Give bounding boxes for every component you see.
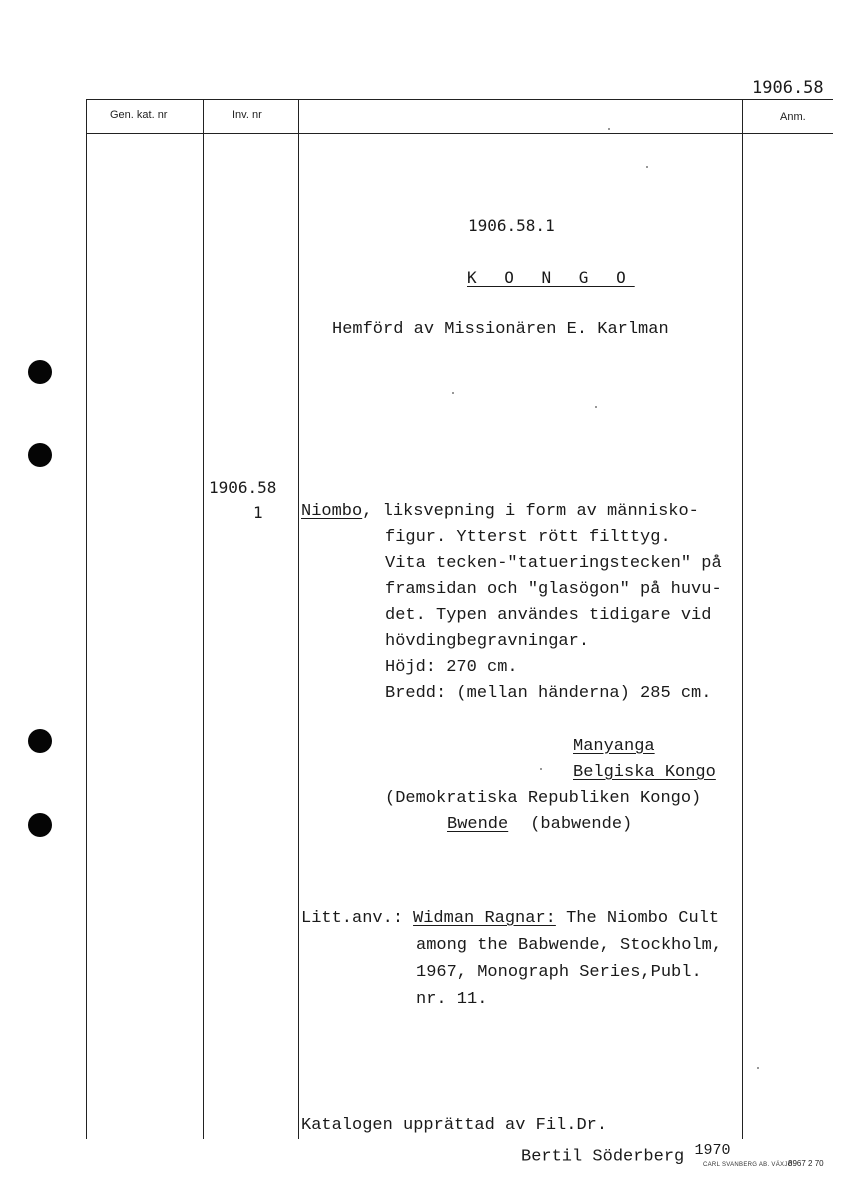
modern-country: (Demokratiska Republiken Kongo) bbox=[385, 789, 702, 808]
literature-line: 1967, Monograph Series,Publ. bbox=[416, 963, 702, 982]
speck bbox=[595, 406, 597, 408]
description-line-1 bbox=[301, 502, 699, 521]
description-line: figur. Ytterst rött filttyg. bbox=[385, 528, 671, 547]
speck bbox=[540, 768, 542, 770]
left-border bbox=[86, 99, 87, 1139]
column-divider-inv-main bbox=[298, 99, 299, 1139]
description-line: framsidan och "glasögon" på huvu- bbox=[385, 580, 722, 599]
people-alt: (babwende) bbox=[530, 815, 633, 834]
speck bbox=[646, 166, 648, 168]
place bbox=[573, 737, 655, 756]
literature-line: among the Babwende, Stockholm, bbox=[416, 936, 723, 955]
inventory-number: 1906.58 bbox=[209, 478, 277, 497]
literature-label: Litt.anv.: bbox=[301, 909, 404, 928]
inv-nr-header: Inv. nr bbox=[232, 109, 262, 121]
literature-author: Widman Ragnar: bbox=[413, 909, 556, 928]
height-measurement: Höjd: 270 cm. bbox=[385, 658, 518, 677]
country-name: Belgiska Kongo bbox=[573, 763, 716, 782]
cataloguer-name bbox=[521, 1142, 730, 1167]
width-measurement: Bredd: (mellan händerna) 285 cm. bbox=[385, 684, 712, 703]
catalogue-credit: Katalogen upprättad av Fil.Dr. bbox=[301, 1116, 608, 1135]
punch-hole bbox=[28, 813, 52, 837]
region-text: K O N G O bbox=[467, 268, 635, 287]
speck bbox=[608, 128, 610, 130]
anm-header: Anm. bbox=[780, 111, 806, 123]
region-heading bbox=[467, 268, 635, 287]
people-name: Bwende bbox=[447, 815, 509, 834]
literature-line-1 bbox=[301, 909, 719, 928]
gen-kat-header: Gen. kat. nr bbox=[110, 109, 168, 121]
card-id: 1906.58 bbox=[752, 78, 824, 98]
description-line: Vita tecken-"tatueringstecken" på bbox=[385, 554, 722, 573]
literature-line: nr. 11. bbox=[416, 990, 488, 1009]
punch-hole bbox=[28, 360, 52, 384]
description-line: hövdingbegravningar. bbox=[385, 632, 590, 651]
punch-hole bbox=[28, 443, 52, 467]
speck bbox=[452, 392, 454, 394]
header-top-rule bbox=[86, 99, 833, 100]
inventory-sub: 1 bbox=[253, 503, 263, 522]
provenance: Hemförd av Missionären E. Karlman bbox=[332, 320, 669, 339]
printer-imprint: CARL SVANBERG AB. VÄXJÖ bbox=[703, 1162, 793, 1168]
description-line: det. Typen användes tidigare vid bbox=[385, 606, 712, 625]
entry-number: 1906.58.1 bbox=[468, 216, 555, 235]
catalogue-year: 1970 bbox=[694, 1142, 731, 1159]
header-bottom-rule bbox=[86, 133, 833, 134]
place-name: Manyanga bbox=[573, 737, 655, 756]
people bbox=[447, 815, 632, 834]
column-divider-main-anm bbox=[742, 99, 743, 1139]
object-name: Niombo bbox=[301, 502, 363, 521]
description-text: , liksvepning i form av människo- bbox=[362, 502, 699, 521]
column-divider-gen-inv bbox=[203, 99, 204, 1139]
printer-code: 8967 2 70 bbox=[788, 1159, 824, 1168]
speck bbox=[757, 1067, 759, 1069]
cataloguer: Bertil Söderberg bbox=[521, 1147, 685, 1167]
country bbox=[573, 763, 716, 782]
punch-hole bbox=[28, 729, 52, 753]
literature-title: The Niombo Cult bbox=[566, 909, 720, 928]
